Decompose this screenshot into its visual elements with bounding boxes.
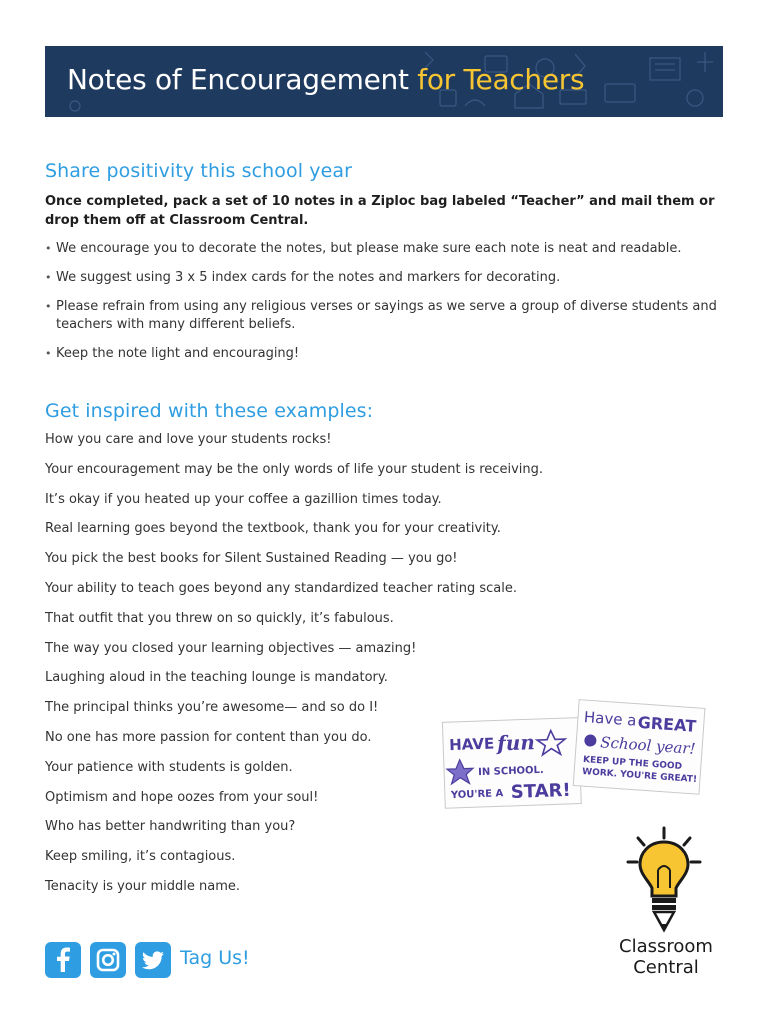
title-part-2: for Teachers [417, 63, 585, 96]
svg-text:YOU'RE A: YOU'RE A [450, 788, 504, 802]
list-item: That outfit that you threw on so quickly, it’s fabulous. [45, 610, 394, 626]
guidelines-list [45, 240, 725, 374]
instagram-icon[interactable] [90, 942, 126, 978]
list-item: The way you closed your learning objectives — amazing! [45, 640, 417, 656]
lightbulb-icon [624, 826, 704, 934]
examples-heading: Get inspired with these examples: [45, 400, 374, 422]
list-item: Your encouragement may be the only words of life your student is receiving. [45, 461, 543, 477]
bullet-icon: • [45, 271, 52, 284]
svg-text:fun: fun [496, 730, 536, 756]
list-item: Laughing aloud in the teaching lounge is mandatory. [45, 670, 388, 686]
facebook-icon[interactable] [45, 942, 81, 978]
list-item: The principal thinks you’re awesome— and so do I! [45, 700, 379, 716]
sample-note-cards [440, 698, 710, 813]
bullet-icon: • [45, 242, 52, 255]
list-item: Real learning goes beyond the textbook, thank you for your creativity. [45, 521, 501, 537]
list-item: No one has more passion for content than you do. [45, 729, 372, 745]
list-item: Keep smiling, it’s contagious. [45, 849, 236, 865]
note-card-great-year [573, 700, 705, 795]
classroom-central-logo [608, 826, 728, 986]
list-item: How you care and love your students rocks! [45, 432, 332, 447]
list-item: You pick the best books for Silent Sustained Reading — you go! [45, 551, 458, 567]
svg-text:STAR!: STAR! [510, 779, 572, 803]
svg-text:WORK. YOU'RE GREAT!: WORK. YOU'RE GREAT! [581, 767, 698, 786]
list-item: • We suggest using 3 x 5 index cards for the notes and markers for decorating. [45, 270, 561, 285]
share-heading: Share positivity this school year [45, 160, 353, 182]
list-item: • Keep the note light and encouraging! [45, 346, 300, 361]
bullet-icon: • [45, 300, 52, 313]
title-part-1: Notes of Encouragement [67, 63, 409, 96]
svg-text:School year!: School year! [599, 733, 697, 758]
note-card-have-fun [442, 718, 581, 809]
list-item: Who has better handwriting than you? [45, 819, 296, 835]
list-item: Optimism and hope oozes from your soul! [45, 789, 319, 805]
list-item: • Please refrain from using any religious verses or sayings as we serve a group of diverse students and teachers with many different beliefs. [45, 299, 717, 332]
bullet-icon: • [45, 347, 52, 360]
twitter-icon[interactable] [135, 942, 171, 978]
tag-us-label: Tag Us! [180, 947, 250, 969]
page-title [67, 63, 584, 96]
svg-text:Have a: Have a [583, 708, 638, 730]
intro-instructions: Once completed, pack a set of 10 notes in a Ziploc bag labeled “Teacher” and mail them or drop them off at Classroom Central. [45, 194, 715, 228]
list-item: Tenacity is your middle name. [45, 878, 241, 894]
logo-wordmark: Classroom Central [619, 936, 713, 978]
svg-text:KEEP UP THE GOOD: KEEP UP THE GOOD [582, 755, 683, 772]
svg-text:IN SCHOOL.: IN SCHOOL. [477, 764, 544, 779]
list-item: It’s okay if you heated up your coffee a gazillion times today. [45, 491, 442, 507]
list-item: Your ability to teach goes beyond any standardized teacher rating scale. [45, 580, 517, 596]
svg-text:HAVE: HAVE [448, 734, 495, 755]
svg-text:GREAT: GREAT [637, 712, 697, 736]
list-item: • We encourage you to decorate the notes, but please make sure each note is neat and readable. [45, 241, 682, 256]
list-item: Your patience with students is golden. [45, 759, 293, 775]
header-banner [45, 46, 723, 117]
